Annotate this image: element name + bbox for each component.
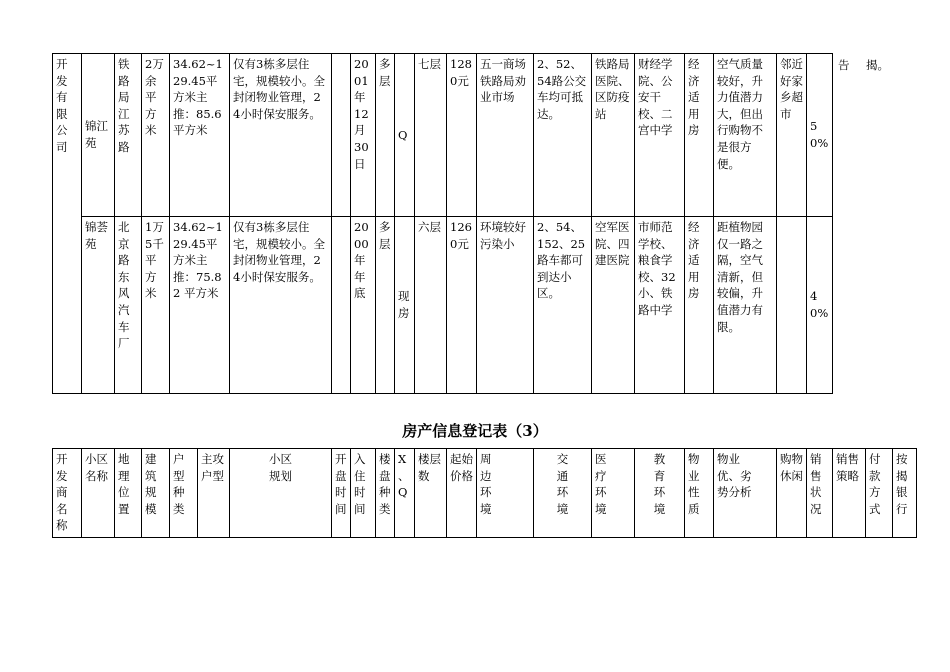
registration-table-top — [52, 53, 833, 394]
overflow-text-2: 揭。 — [866, 58, 889, 72]
plan-cell: 仅有3栋多层住宅，规模较小。全封闭物业管理，24小时保安服务。 — [230, 54, 332, 217]
header-cell: 户型种类 — [170, 449, 198, 538]
table-row — [53, 54, 833, 217]
header-cell: 小区规划 — [230, 449, 332, 538]
building-type-cell: 多层 — [376, 54, 395, 217]
header-cell: 教育环境 — [635, 449, 685, 538]
header-cell: X、Q — [395, 449, 415, 538]
header-cell: 主攻户型 — [198, 449, 230, 538]
header-cell: 周边环境 — [477, 449, 534, 538]
header-cell: 物业优、劣势分析 — [714, 449, 777, 538]
open-time-cell — [332, 217, 351, 394]
traffic-cell: 2、52、54路公交车均可抵达。 — [534, 54, 592, 217]
medical-cell: 空军医院、四建医院 — [592, 217, 635, 394]
start-price-cell: 1260元 — [447, 217, 477, 394]
xq-cell: Q — [395, 54, 415, 217]
table-row — [53, 217, 833, 394]
header-cell: 交通环境 — [534, 449, 592, 538]
header-cell: 建筑规模 — [142, 449, 170, 538]
header-cell: 销售状况 — [807, 449, 833, 538]
education-cell: 财经学院、公安干校、二宫中学 — [635, 54, 685, 217]
open-time-cell — [332, 54, 351, 217]
header-cell: 销售策略 — [833, 449, 866, 538]
scale-cell: 2万余平方米 — [142, 54, 170, 217]
unit-types-cell: 34.62~129.45平方米主推：85.6 平方米 — [170, 54, 230, 217]
traffic-cell: 2、54、152、25路车都可到达小区。 — [534, 217, 592, 394]
location-cell: 北京路东风汽车厂 — [115, 217, 142, 394]
move-in-cell: 2000年年底 — [351, 217, 376, 394]
shopping-cell — [777, 217, 807, 394]
sales-cell: 50% — [807, 54, 833, 217]
header-cell: 开发商名称 — [53, 449, 82, 538]
header-cell: 楼盘种类 — [376, 449, 395, 538]
xq-cell: 现房 — [395, 217, 415, 394]
community-name-cell: 锦江苑 — [82, 54, 115, 217]
header-cell: 医疗环境 — [592, 449, 635, 538]
header-cell: 入住时间 — [351, 449, 376, 538]
building-type-cell: 多层 — [376, 217, 395, 394]
shopping-cell: 邻近好家乡超市 — [777, 54, 807, 217]
registration-table-headers — [52, 448, 917, 538]
move-in-cell: 2001年12月30日 — [351, 54, 376, 217]
sales-cell: 40% — [807, 217, 833, 394]
header-cell: 按揭银行 — [893, 449, 917, 538]
surroundings-cell: 环境较好污染小 — [477, 217, 534, 394]
plan-cell: 仅有3栋多层住宅，规模较小。全封闭物业管理，24小时保安服务。 — [230, 217, 332, 394]
location-cell: 铁路局江苏路 — [115, 54, 142, 217]
floors-cell: 七层 — [415, 54, 447, 217]
header-cell: 付款方式 — [866, 449, 893, 538]
header-cell: 小区名称 — [82, 449, 115, 538]
start-price-cell: 1280元 — [447, 54, 477, 217]
header-cell: 起始价格 — [447, 449, 477, 538]
unit-types-cell: 34.62~129.45平方米主推：75.82 平方米 — [170, 217, 230, 394]
analysis-cell: 空气质量较好，升力值潜力大，但出行购物不是很方便。 — [714, 54, 777, 217]
page-title: 房产信息登记表（3） — [402, 422, 548, 440]
header-cell: 开盘时间 — [332, 449, 351, 538]
scale-cell: 1万5千平方米 — [142, 217, 170, 394]
header-cell: 楼层数 — [415, 449, 447, 538]
property-type-cell: 经济适用房 — [685, 217, 714, 394]
developer-name-cell: 开发有限公司 — [53, 54, 82, 394]
header-cell: 物业性质 — [685, 449, 714, 538]
header-row — [53, 449, 917, 538]
education-cell: 市师范学校、粮食学校、32小、铁路中学 — [635, 217, 685, 394]
community-name-cell: 锦荟苑 — [82, 217, 115, 394]
header-cell: 地理位置 — [115, 449, 142, 538]
analysis-cell: 距植物园仅一路之隔，空气清新，但较偏，升值潜力有限。 — [714, 217, 777, 394]
floors-cell: 六层 — [415, 217, 447, 394]
surroundings-cell: 五一商场铁路局劝业市场 — [477, 54, 534, 217]
property-type-cell: 经济适用房 — [685, 54, 714, 217]
medical-cell: 铁路局医院、区防疫站 — [592, 54, 635, 217]
overflow-text-1: 告 — [838, 58, 850, 72]
header-cell: 购物休闲 — [777, 449, 807, 538]
